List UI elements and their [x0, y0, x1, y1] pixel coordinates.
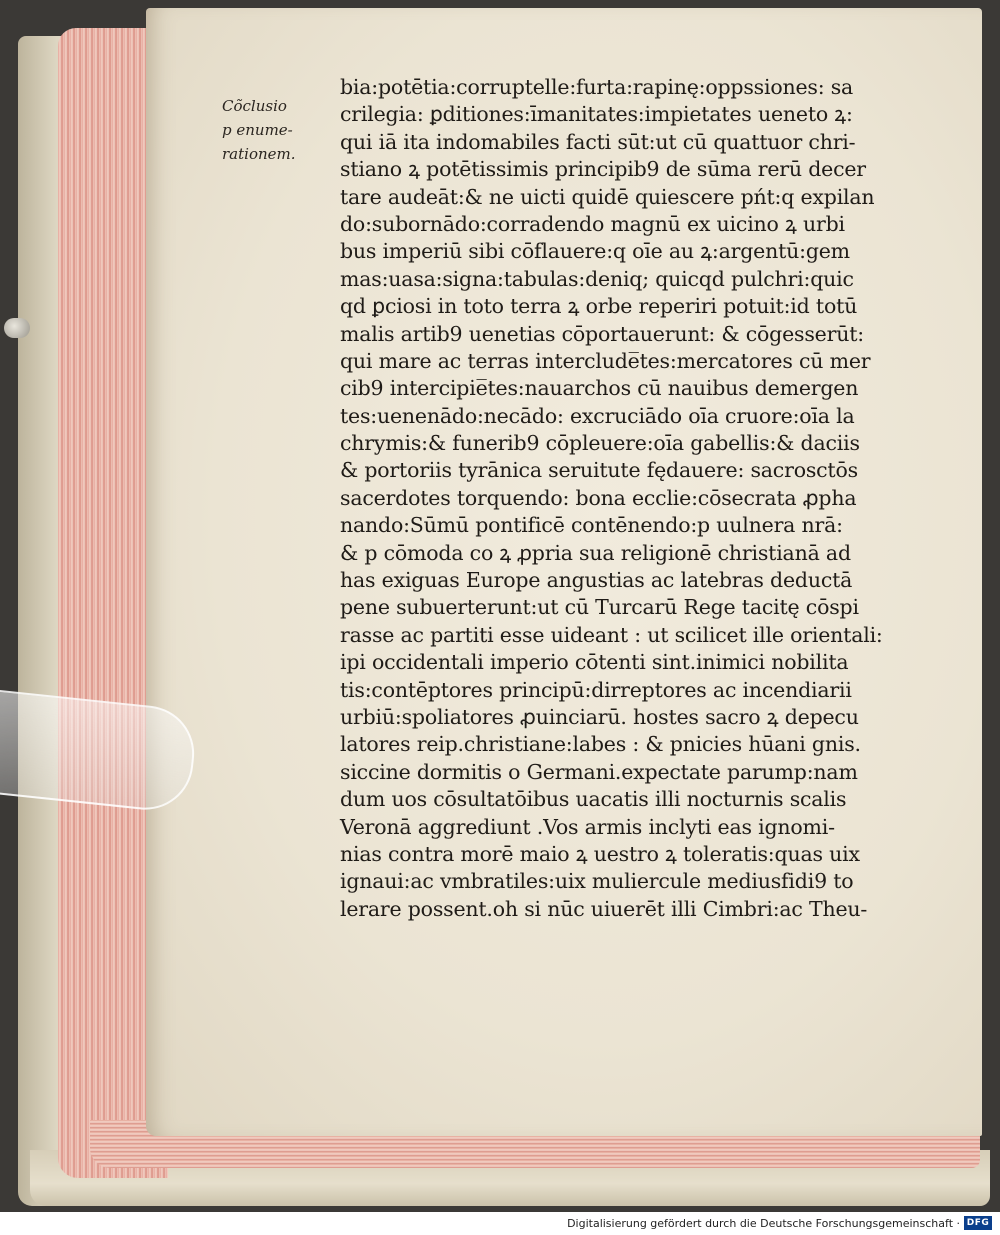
text-line: tes:uenenādo:necādo: excruciādo oīa cruore:oīa la	[340, 403, 855, 428]
text-line: tare audeāt:& ne uicti quidē quiescere pńt:q expilan	[340, 184, 875, 209]
text-line: chrymis:& funerib9 cōpleuere:oīa gabellis:& daciis	[340, 431, 860, 456]
text-line: qd ꝑciosi in toto terra ꝝ orbe reperiri potuit:id totū	[340, 294, 858, 319]
marginal-note	[222, 94, 332, 166]
text-line: sacerdotes torquendo: bona ecclie:cōsecrata ꝓpha	[340, 485, 857, 510]
text-line: urbiū:spoliatores ꝓuinciarū. hostes sacro ꝝ depecu	[340, 704, 859, 729]
marginal-note-line: p enume-	[222, 121, 293, 139]
main-text-block	[340, 74, 940, 923]
text-line: pene subuerterunt:ut cū Turcarū Rege tacitę cōspi	[340, 595, 859, 620]
text-line: stiano ꝝ potētissimis principib9 de sūma rerū decer	[340, 157, 866, 182]
text-line: siccine dormitis o Germani.expectate parump:nam	[340, 759, 858, 784]
marginal-note-line: rationem.	[222, 145, 296, 163]
text-line: nando:Sūmū pontificē contēnendo:p uulnera nrā:	[340, 513, 843, 538]
text-line: bia:potētia:corruptelle:furta:rapinę:oppssiones: sa	[340, 75, 854, 99]
text-line: bus imperiū sibi cōflauere:q oīe au ꝝ:argentū:gem	[340, 239, 850, 264]
footer-credit: Digitalisierung gefördert durch die Deutsche Forschungsgemeinschaft ·	[567, 1217, 960, 1230]
text-line: & portoriis tyrānica seruitute fędauere: sacrosctōs	[340, 458, 858, 483]
text-line: qui mare ac terras interclude̅tes:mercatores cū mer	[340, 348, 871, 373]
text-line: & p cōmoda co ꝝ ꝓpria sua religionē christianā ad	[340, 540, 851, 565]
text-line: cib9 intercipie̅tes:nauarchos cū nauibus demergen	[340, 376, 859, 401]
text-line: Veronā aggrediunt .Vos armis inclyti eas ignomi-	[340, 814, 835, 839]
text-line: lerare possent.oh si nūc uiuerēt illi Cimbri:ac Theu-	[340, 896, 868, 921]
text-line: ignaui:ac vmbratiles:uix muliercule mediusfidi9 to	[340, 869, 854, 894]
text-line: latores reip.christiane:labes : & pnicies hūani gnis.	[340, 732, 861, 757]
text-line: malis artib9 uenetias cōportauerunt: & cōgesserūt:	[340, 321, 864, 346]
text-line: qui iā ita indomabiles facti sūt:ut cū quattuor chri-	[340, 129, 856, 154]
text-line: nias contra morē maio ꝝ uestro ꝝ toleratis:quas uix	[340, 841, 860, 866]
text-line: tis:contēptores principū:dirreptores ac incendiarii	[340, 677, 852, 702]
text-line: ipi occidentali imperio cōtenti sint.inimici nobilita	[340, 650, 849, 675]
text-line: dum uos cōsultatōibus uacatis illi nocturnis scalis	[340, 787, 847, 812]
marginal-note-line: Cõclusio	[222, 97, 287, 115]
book-clasp	[4, 318, 30, 338]
text-line: crilegia: ꝑditiones:īmanitates:impietates ueneto ꝝ:	[340, 102, 853, 127]
text-line: has exiguas Europe angustias ac latebras deductā	[340, 568, 853, 593]
text-line: rasse ac partiti esse uideant : ut scilicet ille orientali:	[340, 622, 883, 647]
text-line: do:subornādo:corradendo magnū ex uicino ꝝ urbi	[340, 211, 845, 236]
dfg-logo: DFG	[964, 1216, 992, 1230]
footer-bar	[0, 1212, 1000, 1235]
text-line: mas:uasa:signa:tabulas:deniq; quicqd pulchri:quic	[340, 266, 854, 291]
